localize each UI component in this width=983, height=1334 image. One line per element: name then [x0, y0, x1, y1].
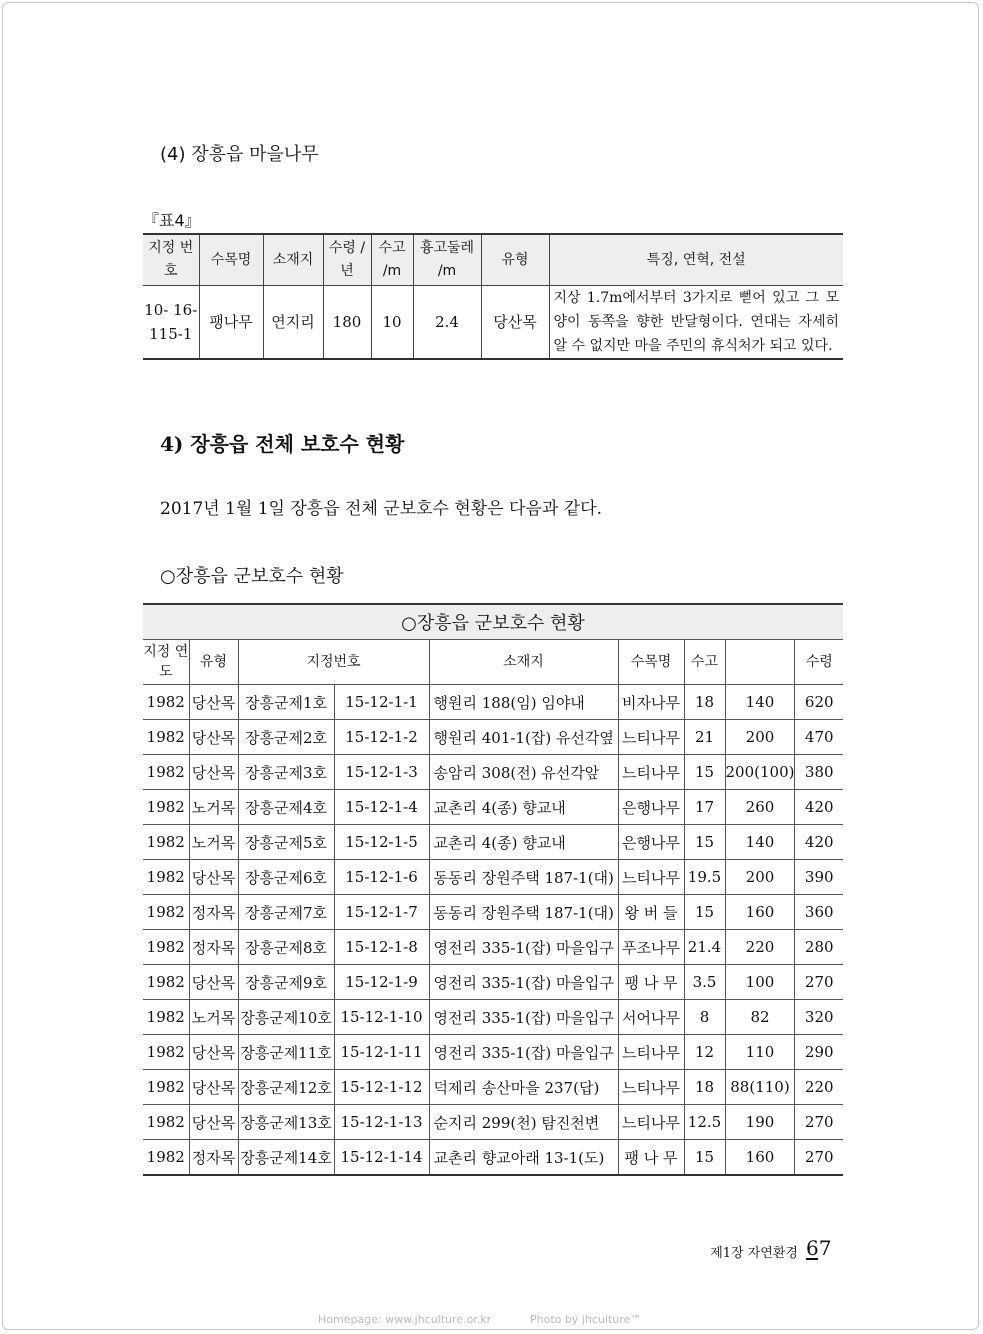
table-cell: 1982: [143, 685, 189, 720]
table-cell: 1982: [143, 720, 189, 755]
table-cell: 15-12-1-14: [334, 1140, 429, 1176]
table-cell: 12.5: [684, 1105, 725, 1140]
table4-header: 수령 /년: [323, 234, 371, 286]
table-cell: 노거목: [189, 1000, 238, 1035]
table5-header: 소재지: [429, 640, 618, 685]
table-cell: 21: [684, 720, 725, 755]
table4-header-row: [143, 234, 843, 286]
table-cell: 15-12-1-12: [334, 1070, 429, 1105]
table-cell: 110: [725, 1035, 795, 1070]
table-cell: 느티나무: [618, 1105, 684, 1140]
table-cell: 200: [725, 860, 795, 895]
table-cell: 140: [725, 825, 795, 860]
table-cell: 220: [725, 930, 795, 965]
table-cell: 270: [795, 1105, 843, 1140]
table-cell: 100: [725, 965, 795, 1000]
table-cell: 당산목: [189, 860, 238, 895]
table-cell: 푸조나무: [618, 930, 684, 965]
section-subtitle: (4) 장흥읍 마을나무: [160, 144, 319, 165]
table-cell: 190: [725, 1105, 795, 1140]
table-cell: 비자나무: [618, 685, 684, 720]
table-cell: 장흥군제9호: [238, 965, 334, 1000]
section-heading: 4) 장흥읍 전체 보호수 현황: [160, 432, 405, 456]
table-cell: 팽 나 무: [618, 1140, 684, 1176]
table-cell: 15-12-1-13: [334, 1105, 429, 1140]
table-cell: 교촌리 4(종) 향교내: [429, 825, 618, 860]
table-cell: 영전리 335-1(잡) 마을입구: [429, 1035, 618, 1070]
table-cell: 15-12-1-2: [334, 720, 429, 755]
table5-header: 수고: [684, 640, 725, 685]
table-row: [143, 1035, 843, 1070]
table-cell: 420: [795, 825, 843, 860]
table-cell: 교촌리 4(종) 향교내: [429, 790, 618, 825]
table5-header: 수령: [795, 640, 843, 685]
table-row: [143, 1105, 843, 1140]
protected-trees-table: [143, 603, 843, 1176]
table-cell: 행원리 188(임) 임야내: [429, 685, 618, 720]
table-cell: 270: [795, 1140, 843, 1176]
table-cell: 3.5: [684, 965, 725, 1000]
table-cell: 18: [684, 1070, 725, 1105]
table-cell: 장흥군제6호: [238, 860, 334, 895]
table-cell: 200(100): [725, 755, 795, 790]
table-cell: 정자목: [189, 895, 238, 930]
table5-header: 유형: [189, 640, 238, 685]
paragraph: 2017년 1월 1일 장흥읍 전체 군보호수 현황은 다음과 같다.: [160, 499, 602, 519]
table-cell: 순지리 299(천) 탐진천변: [429, 1105, 618, 1140]
table-cell: 390: [795, 860, 843, 895]
table-row: [143, 720, 843, 755]
table5-header: 지정번호: [238, 640, 429, 685]
table-cell: 당산목: [189, 1105, 238, 1140]
table-cell: 280: [795, 930, 843, 965]
table5-header: [725, 640, 795, 685]
table-row: [143, 685, 843, 720]
tree-description: 지상 1.7m에서부터 3가지로 뻗어 있고 그 모양이 동쪽을 향한 반달형이다. 연대는 자세히 알 수 없지만 마을 주민의 휴식처가 되고 있다.: [549, 286, 843, 360]
table-cell: 장흥군제4호: [238, 790, 334, 825]
table-cell: 당산목: [189, 685, 238, 720]
table4-header: 수고 /m: [371, 234, 413, 286]
table-cell: 팽 나 무: [618, 965, 684, 1000]
table-cell: 15: [684, 895, 725, 930]
table-cell: 1982: [143, 1070, 189, 1105]
table-row: [143, 1070, 843, 1105]
table-cell: 1982: [143, 1105, 189, 1140]
table-cell: 1982: [143, 1035, 189, 1070]
table4-header: 유형: [481, 234, 549, 286]
table-cell: 160: [725, 895, 795, 930]
table-cell: 당산목: [189, 1035, 238, 1070]
table5-header: 수목명: [618, 640, 684, 685]
table-cell: 15-12-1-7: [334, 895, 429, 930]
table-cell: 당산목: [189, 720, 238, 755]
tree-type: 당산목: [481, 286, 549, 360]
table-cell: 장흥군제5호: [238, 825, 334, 860]
page-number: 67: [806, 1236, 832, 1260]
table-cell: 1982: [143, 825, 189, 860]
table5-header: 지정 연도: [143, 640, 189, 685]
table-cell: 서어나무: [618, 1000, 684, 1035]
table-row: [143, 965, 843, 1000]
table-cell: 1982: [143, 755, 189, 790]
table-cell: 380: [795, 755, 843, 790]
table-cell: 160: [725, 1140, 795, 1176]
table-cell: 장흥군제11호: [238, 1035, 334, 1070]
table-cell: 360: [795, 895, 843, 930]
table-cell: 1982: [143, 965, 189, 1000]
table4-header: 특징, 연혁, 전설: [549, 234, 843, 286]
table-cell: 140: [725, 685, 795, 720]
tree-height: 10: [371, 286, 413, 360]
table-row: [143, 790, 843, 825]
table4-header: 흉고둘레 /m: [413, 234, 481, 286]
table-cell: 장흥군제14호: [238, 1140, 334, 1176]
table-cell: 17: [684, 790, 725, 825]
table-cell: 장흥군제10호: [238, 1000, 334, 1035]
table-cell: 당산목: [189, 965, 238, 1000]
table-cell: 행원리 401-1(잡) 유선각옆: [429, 720, 618, 755]
table-row: [143, 1140, 843, 1176]
table-cell: 15: [684, 825, 725, 860]
tree-location: 연지리: [263, 286, 323, 360]
footer-chapter: 제1장 자연환경: [710, 1246, 798, 1261]
table-cell: 은행나무: [618, 825, 684, 860]
table-cell: 15-12-1-10: [334, 1000, 429, 1035]
table-row: [143, 755, 843, 790]
table-cell: 420: [795, 790, 843, 825]
table-cell: 220: [795, 1070, 843, 1105]
table-cell: 1982: [143, 895, 189, 930]
photo-credit: Photo by jhculture™: [530, 1313, 642, 1326]
table-cell: 당산목: [189, 755, 238, 790]
table-cell: 620: [795, 685, 843, 720]
table-cell: 느티나무: [618, 720, 684, 755]
table-row: [143, 825, 843, 860]
table-cell: 12: [684, 1035, 725, 1070]
table4-row: [143, 286, 843, 360]
table4: [143, 233, 843, 360]
table-cell: 은행나무: [618, 790, 684, 825]
table-cell: 장흥군제13호: [238, 1105, 334, 1140]
table-cell: 느티나무: [618, 1035, 684, 1070]
table-cell: 동동리 장원주택 187-1(대): [429, 860, 618, 895]
table-cell: 교촌리 향교아래 13-1(도): [429, 1140, 618, 1176]
table-cell: 왕 버 들: [618, 895, 684, 930]
table-cell: 15-12-1-1: [334, 685, 429, 720]
table-cell: 15-12-1-5: [334, 825, 429, 860]
table4-caption: 『표4』: [143, 211, 201, 230]
table4-header: 지정 번호: [143, 234, 199, 286]
table-cell: 당산목: [189, 1070, 238, 1105]
table-cell: 82: [725, 1000, 795, 1035]
table-cell: 200: [725, 720, 795, 755]
table-cell: 장흥군제8호: [238, 930, 334, 965]
table5-title: ○장흥읍 군보호수 현황: [143, 604, 843, 640]
table-row: [143, 1000, 843, 1035]
tree-age: 180: [323, 286, 371, 360]
table-cell: 느티나무: [618, 1070, 684, 1105]
table-cell: 19.5: [684, 860, 725, 895]
table-cell: 270: [795, 965, 843, 1000]
table-cell: 1982: [143, 1140, 189, 1176]
table-cell: 장흥군제1호: [238, 685, 334, 720]
section-subtitle-2: ○장흥읍 군보호수 현황: [160, 566, 344, 587]
table-cell: 노거목: [189, 790, 238, 825]
table-cell: 15-12-1-11: [334, 1035, 429, 1070]
table-cell: 동동리 장원주택 187-1(대): [429, 895, 618, 930]
table-cell: 송암리 308(전) 유선각앞: [429, 755, 618, 790]
table-cell: 노거목: [189, 825, 238, 860]
table5-body: [143, 685, 843, 1176]
tree-girth: 2.4: [413, 286, 481, 360]
table-cell: 15-12-1-4: [334, 790, 429, 825]
tree-id: 10- 16- 115-1: [143, 286, 199, 360]
table-cell: 21.4: [684, 930, 725, 965]
table5-title-row: [143, 604, 843, 640]
table-cell: 1982: [143, 930, 189, 965]
table-row: [143, 895, 843, 930]
table-row: [143, 930, 843, 965]
table-cell: 영전리 335-1(잡) 마을입구: [429, 1000, 618, 1035]
table-cell: 15: [684, 1140, 725, 1176]
table-cell: 15-12-1-8: [334, 930, 429, 965]
table-cell: 덕제리 송산마을 237(답): [429, 1070, 618, 1105]
table-cell: 1982: [143, 1000, 189, 1035]
table-cell: 15-12-1-3: [334, 755, 429, 790]
table-cell: 18: [684, 685, 725, 720]
table-cell: 느티나무: [618, 755, 684, 790]
table4-header: 소재지: [263, 234, 323, 286]
table-cell: 장흥군제12호: [238, 1070, 334, 1105]
table-cell: 8: [684, 1000, 725, 1035]
tree-species: 팽나무: [199, 286, 263, 360]
table-cell: 영전리 335-1(잡) 마을입구: [429, 930, 618, 965]
table-cell: 15-12-1-9: [334, 965, 429, 1000]
table-cell: 정자목: [189, 1140, 238, 1176]
table-cell: 15-12-1-6: [334, 860, 429, 895]
table-cell: 320: [795, 1000, 843, 1035]
table-row: [143, 860, 843, 895]
table-cell: 정자목: [189, 930, 238, 965]
table-cell: 290: [795, 1035, 843, 1070]
table-cell: 장흥군제7호: [238, 895, 334, 930]
table-cell: 15: [684, 755, 725, 790]
table4-header: 수목명: [199, 234, 263, 286]
table-cell: 장흥군제3호: [238, 755, 334, 790]
homepage-credit: Homepage: www.jhculture.or.kr: [318, 1313, 492, 1326]
table-cell: 260: [725, 790, 795, 825]
table5-header-row: [143, 640, 843, 685]
table-cell: 1982: [143, 860, 189, 895]
table-cell: 영전리 335-1(잡) 마을입구: [429, 965, 618, 1000]
table-cell: 1982: [143, 790, 189, 825]
table-cell: 장흥군제2호: [238, 720, 334, 755]
table-cell: 88(110): [725, 1070, 795, 1105]
table-cell: 느티나무: [618, 860, 684, 895]
table-cell: 470: [795, 720, 843, 755]
